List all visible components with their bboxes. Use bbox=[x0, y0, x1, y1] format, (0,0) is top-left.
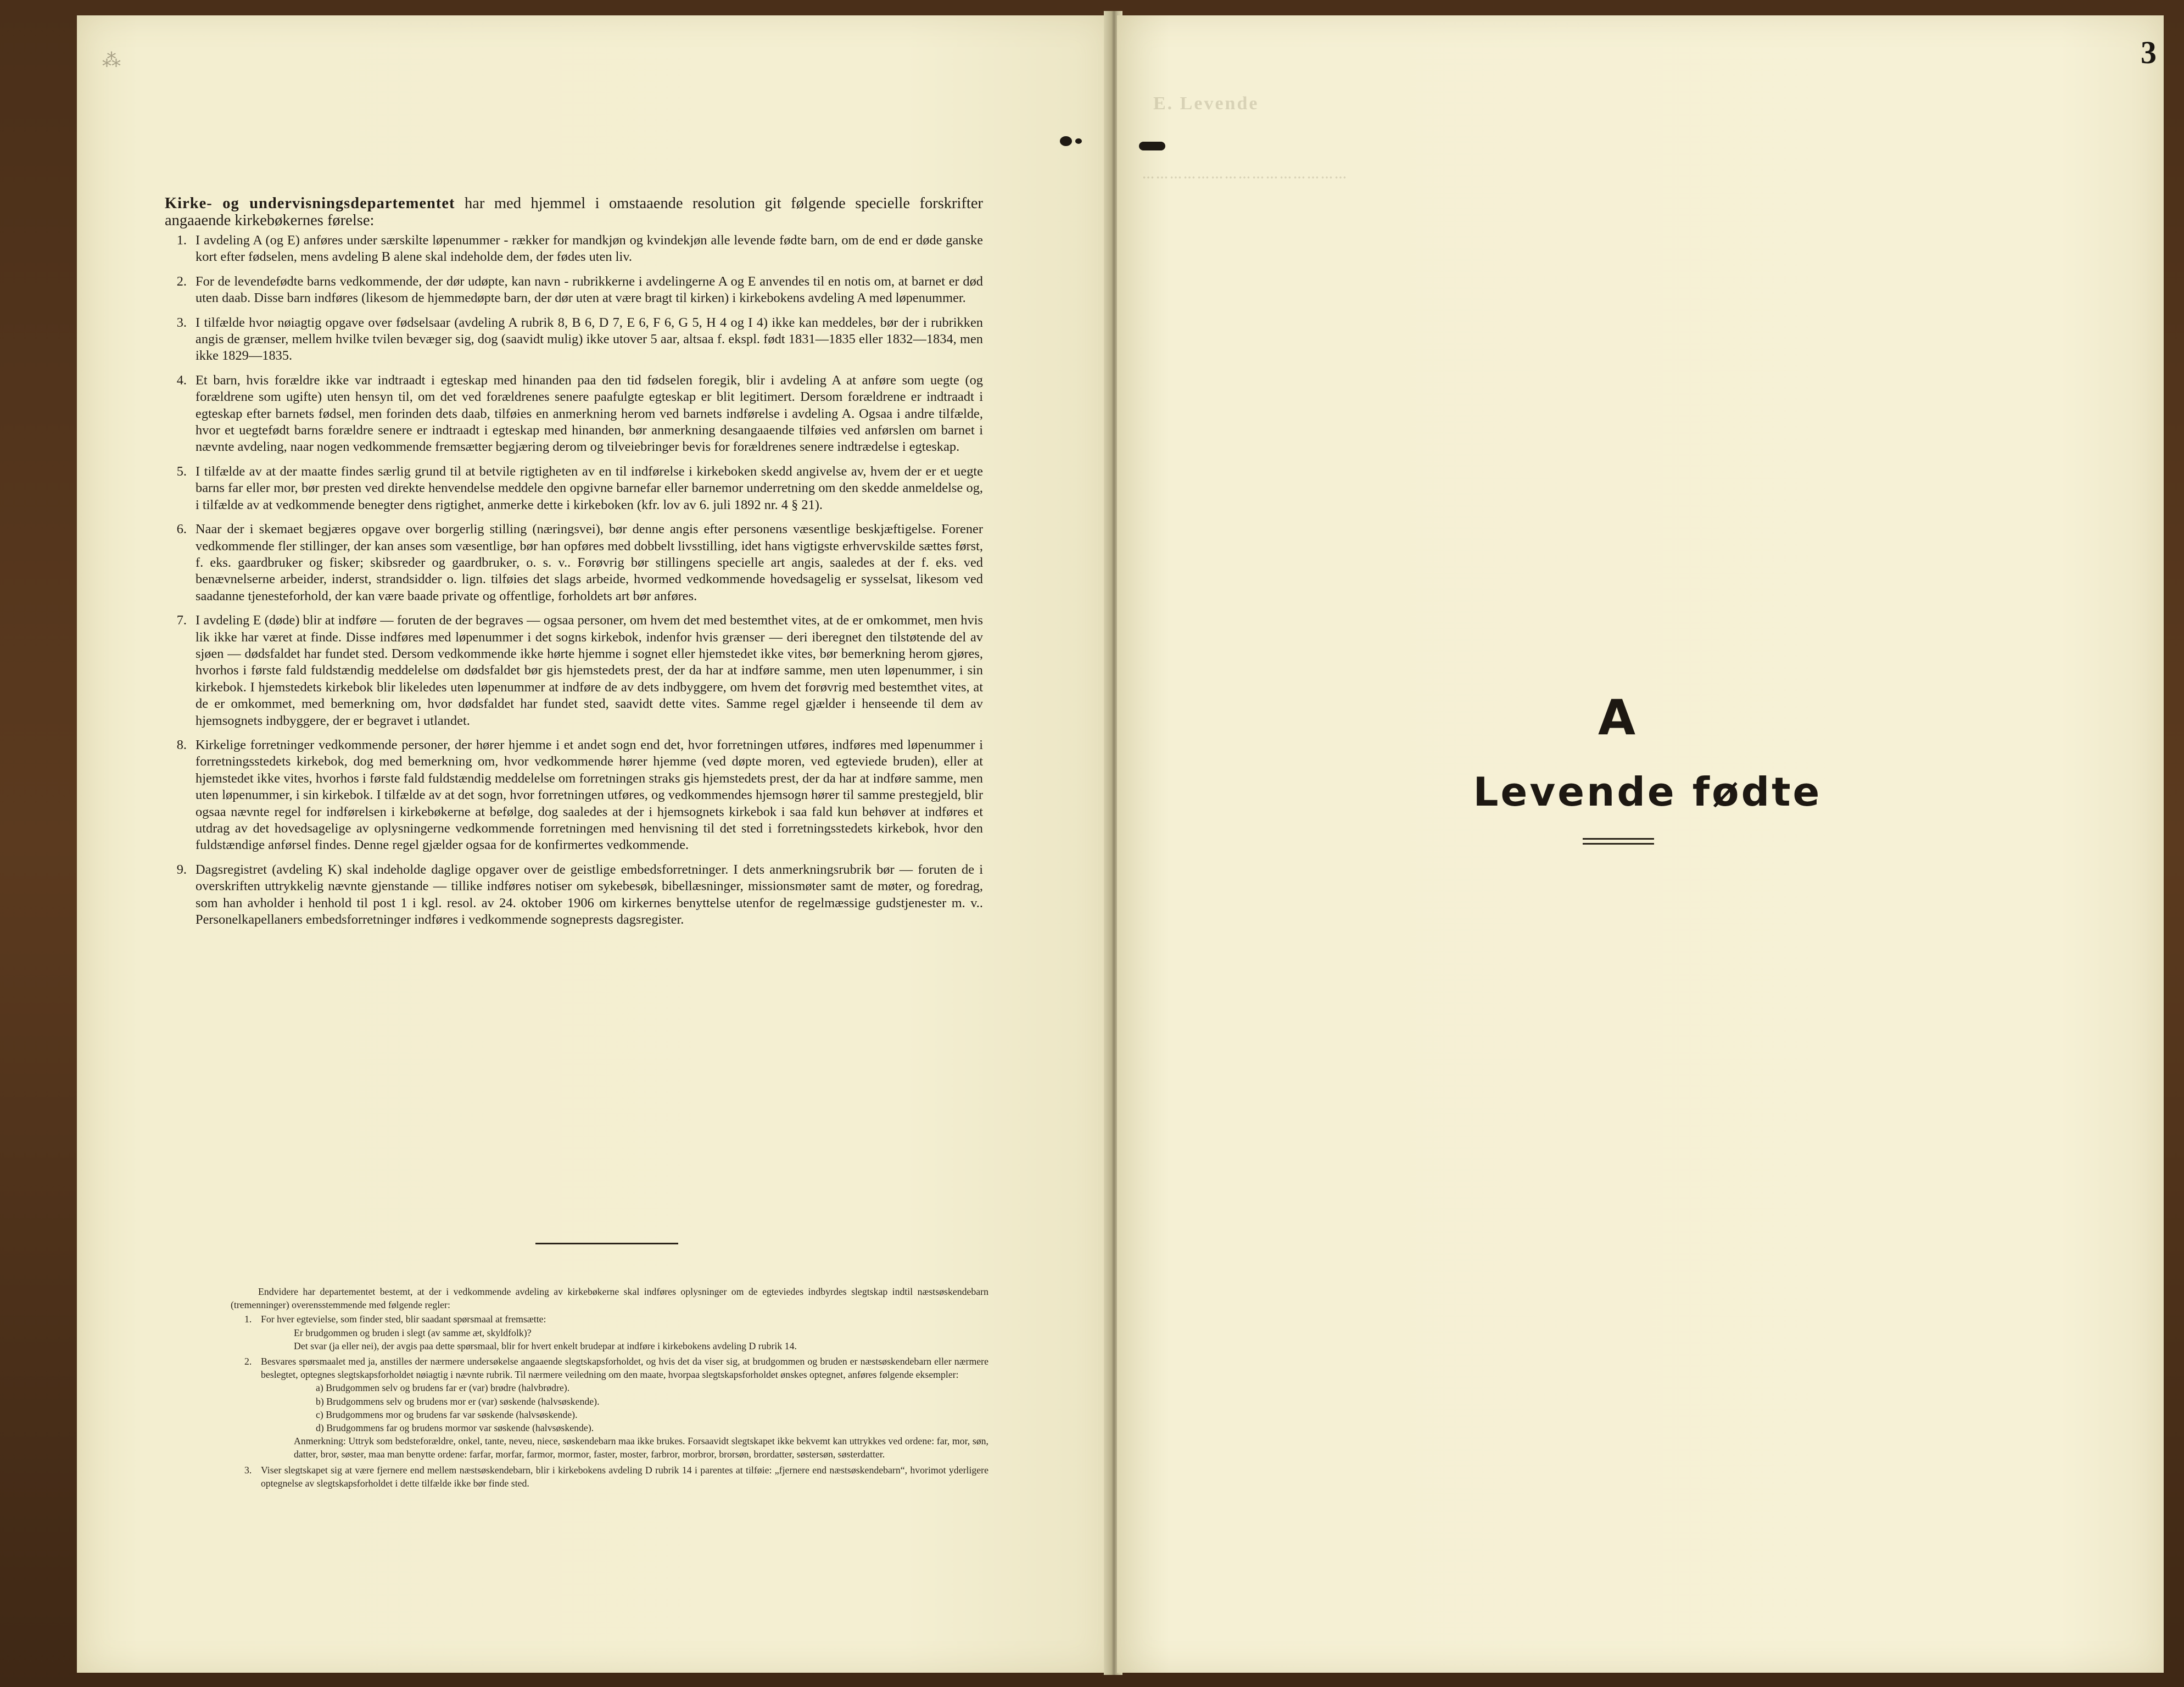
rule-number: 6. bbox=[176, 522, 187, 537]
addendum-item-number: 3. bbox=[244, 1464, 252, 1476]
addendum-item bbox=[231, 1312, 988, 1353]
rule-text: I tilfælde av at der maatte findes særlig grund til at betvile rigtigheten av en til indførelse i kirkeboken skedd angivelse av, hvem der er et uegte barns far eller mor, bør presten ved direkte henvendelse meddele den opgivne barnefar eller barnemor underretning om den skedde anmeldelse og, i tilfælde av at vedkommende benegter dens rigtighet, anmerke dette i kirkeboken (kfr. lov av 6. juli 1892 nr. 4 § 21). bbox=[196, 463, 983, 512]
addendum-intro: Endvidere har departementet bestemt, at der i vedkommende avdeling av kirkebøkerne skal indføres oplysninger om de egteviedes indbyrdes slegtskap indtil næstsøskendebarn (tremenninger) overensstemmende med følgende regler: bbox=[231, 1286, 988, 1311]
rule-item bbox=[165, 612, 983, 729]
rule-item bbox=[165, 315, 983, 365]
addendum-item-text: Besvares spørsmaalet med ja, anstilles der nærmere undersøkelse angaaende slegtskapsforholdet, og hvis det da viser sig, at brudgommen og bruden er næstsøskendebarn eller nærmere beslegtet, optegnes slegtskapsforholdet nøiagtig i nævnte rubrik. Til nærmere veiledning om den maate, hvorpaa slegtskapsforholdet ønskes optegnet, anføres følgende eksempler: bbox=[261, 1356, 988, 1381]
ink-blot bbox=[1075, 138, 1082, 144]
instructions-block bbox=[165, 195, 983, 936]
section-letter: A bbox=[1598, 689, 1636, 746]
rule-item bbox=[165, 372, 983, 456]
addendum-example: c) Brudgommens mor og brudens far var søskende (halvsøskende). bbox=[316, 1409, 578, 1420]
section-title: Levende fødte bbox=[1473, 769, 1822, 815]
rule-text: I avdeling E (døde) blir at indføre — foruten de der begraves — ogsaa personer, om hvem det med bestemthet vites, at de er omkommet, men hvis lik ikke har været at finde. Disse indføres med løpenummer i det sogns kirkebok, indenfor hvis grænser — deri iberegnet den tilstøtende del av sjøen — dødsfaldet har fundet sted. Dersom vedkommende ikke hørte hjemme i sognet eller hjemstedet ikke vites, bør bemerkning herom gjøres, hvorhos i første fald fuldstændig meddelelse om dødsfaldet bør gis hjemstedets prest, der da har at indføre samme, men uten løpenummer, i sin kirkebok. I hjemstedets kirkebok blir likeledes uten løpenummer at indføre de av dets indbyggere, om hvem det forøvrig med bestemthet vites, at de er omkommet, med bemerkning om, hvor dødsfaldet har fundet sted, saavidt dette vites. Samme regel gjælder i henseende til dem av hjemsognets indbyggere, der er begravet i utlandet. bbox=[196, 613, 983, 728]
addendum-question: Er brudgommen og bruden i slegt (av samme æt, skyldfolk)? bbox=[294, 1327, 532, 1338]
rule-text: I tilfælde hvor nøiagtig opgave over fødselsaar (avdeling A rubrik 8, B 6, D 7, E 6, F 6, G 5, H 4 og I 4) ikke kan meddeles, bør der i rubrikken angis de grænser, mellem hvilke tvilen bevæger sig, dog (saavidt mulig) ikke utover 5 aar, altsaa f. ekspl. født 1831—1835 eller 1832—1834, men ikke 1829—1835. bbox=[196, 315, 983, 364]
rule-item bbox=[165, 463, 983, 513]
rule-number: 8. bbox=[176, 737, 187, 752]
rule-number: 3. bbox=[176, 315, 187, 330]
addendum-example: a) Brudgommen selv og brudens far er (var) brødre (halvbrødre). bbox=[316, 1382, 570, 1394]
rule-item bbox=[165, 737, 983, 854]
rule-text: Et barn, hvis forældre ikke var indtraadt i egteskap med hinanden paa den tid fødselen foregik, blir i avdeling A at anføre som uegte (og forældrene som ugifte) uten hensyn til, om det ved forældrenes senere paafulgte egteskap er blit legitimert. Dersom forældrene er indtraadt i egteskap efter barnets fødsel, men forinden dets daab, tilføies en anmerkning herom ved barnets indførelse i avdeling A. Ogsaa i andre tilfælde, hvor et uegtefødt barns forældre senere er indtraadt i egteskap med hinanden, bør anmerkning desangaaende tilføies ved anførslen om barnet i nævnte avdeling, naar nogen vedkommende fremsætter begjæring derom og tilveiebringer bevis for forældrenes senere indtrædelse i egteskap. bbox=[196, 372, 983, 455]
rule-number: 5. bbox=[176, 463, 187, 479]
ink-blot bbox=[1060, 136, 1072, 146]
rule-number: 4. bbox=[176, 372, 187, 388]
rule-item bbox=[165, 232, 983, 266]
section-divider bbox=[535, 1243, 678, 1244]
addendum-answer: Det svar (ja eller nei), der avgis paa dette spørsmaal, blir for hvert enkelt brudepar at indføre i kirkebokens avdeling D rubrik 14. bbox=[294, 1340, 797, 1351]
rule-text: Dagsregistret (avdeling K) skal indeholde daglige opgaver over de geistlige embedsforretninger. I dets anmerkningsrubrik bør — foruten de i overskriften uttrykkelig nævnte gjenstande — tillike indføres notiser om sykebesøk, bibellæsninger, missionsmøter samt de møter, og foredrag, som han avholder i henhold til post 1 i kgl. resol. av 24. oktober 1906 om kirkernes benyttelse utenfor de regelmæssige gudstjenester m. v.. Personelkapellaners embedsforretninger indføres i vedkommende sogneprests dagsregister. bbox=[196, 862, 983, 928]
title-double-rule bbox=[1583, 838, 1654, 845]
addendum-remark: Anmerkning: Uttryk som bedsteforældre, onkel, tante, neveu, niece, søskendebarn maa ikke brukes. Forsaavidt slegtskapet ikke bekvemt kan uttrykkes ved ordene: far, mor, søn, datter, bror, søster, maa man benytte ordene: farfar, morfar, farmor, mormor, faster, moster, farbror, morbror, brorsøn, brordatter, søstersøn, søsterdatter. bbox=[294, 1435, 988, 1460]
rule-number: 1. bbox=[176, 233, 187, 248]
bleed-through-mark: ……………………………………… bbox=[1142, 167, 1348, 181]
rule-text: For de levendefødte barns vedkommende, der dør udøpte, kan navn - rubrikkerne i avdelingerne A og E anvendes til en notis om, at barnet er død uten daab. Disse barn indføres (likesom de hjemmedøpte barn, der dør uten at være bragt til kirken) i kirkebokens avdeling A med løpenummer. bbox=[196, 273, 983, 306]
rule-text: Naar der i skemaet begjæres opgave over borgerlig stilling (næringsvei), bør denne angis efter personens væsentlige beskjæftigelse. Forener vedkommende fler stillinger, der kan anses som væsentlige, bør han opføres med dobbelt livsstilling, idet hans vigtigste erhvervskilde sættes først, f. eks. gaardbruker og fisker; skibsreder og gaardbruker, o. s. v.. Forøvrig bør stillingens specielle art angis, saaledes at der f. eks. ved benævnelserne arbeider, inderst, strandsidder o. lign. tilføies det slags arbeide, hvormed vedkommende hovedsagelig er sysselsat, likesom ved saadanne tjenesteforhold, der kan være baade private og offentlige, forholdets art bør anføres. bbox=[196, 522, 983, 604]
addendum-item bbox=[231, 1355, 988, 1461]
page-number: 3 bbox=[2141, 35, 2157, 70]
rule-item bbox=[165, 862, 983, 929]
intro-text: har med hjemmel i omstaaende resolution git følgende specielle forskrifter angaaende kirkebøkernes førelse: bbox=[165, 195, 983, 229]
rule-number: 7. bbox=[176, 613, 187, 628]
addendum-item-number: 2. bbox=[244, 1356, 252, 1367]
ink-blot bbox=[1139, 142, 1165, 150]
addendum-block bbox=[231, 1285, 988, 1492]
bleed-through-mark: E. Levende bbox=[1153, 93, 1259, 114]
addendum-item-number: 1. bbox=[244, 1314, 252, 1325]
rule-text: I avdeling A (og E) anføres under særskilte løpenummer - rækker for mandkjøn og kvindekjøn alle levende fødte barn, om de end er døde ganske kort efter fødselen, mens avdeling B alene skal indeholde dem, der fødes uten liv. bbox=[196, 233, 983, 265]
corner-mark: ⁂ bbox=[102, 51, 121, 71]
addendum-item-text: Viser slegtskapet sig at være fjernere end mellem næstsøskendebarn, blir i kirkebokens avdeling D rubrik 14 i parentes at tilføie: „fjernere end næstsøskendebarn“, hvorimot yderligere optegnelse av slegtskapsforholdet i dette tilfælde ikke bør finde sted. bbox=[261, 1464, 988, 1489]
department-name: Kirke- og undervisningsdepartementet bbox=[165, 195, 455, 212]
rule-item bbox=[165, 521, 983, 605]
rule-item bbox=[165, 273, 983, 307]
addendum-example: d) Brudgommens far og brudens mormor var søskende (halvsøskende). bbox=[316, 1422, 594, 1434]
addendum-example: b) Brudgommens selv og brudens mor er (var) søskende (halvsøskende). bbox=[316, 1395, 600, 1407]
rule-number: 9. bbox=[176, 862, 187, 877]
addendum-item-text: For hver egtevielse, som finder sted, blir saadant spørsmaal at fremsætte: bbox=[261, 1314, 546, 1325]
instructions-intro bbox=[165, 195, 983, 229]
addendum-item bbox=[231, 1463, 988, 1490]
rule-text: Kirkelige forretninger vedkommende personer, der hører hjemme i et andet sogn end det, hvor forretningen utføres, indføres med løpenummer i forretningsstedets kirkebok, dog med bemerkning om, hvor vedkommende hører hjemme (ved døpte moren, ved egteviede bruden), eller at hjemstedet ikke vites, hvorhos i første fald fuldstændig meddelelse om forretningen straks gis hjemstedets prest, der da har at indføre samme, men uten løpenummer, i sin kirkebok. I tilfælde av at det sogn, hvor forretningen utføres, og vedkommendes hjemsogn hører til samme prestegjeld, blir ogsaa nævnte regel for indførelsen i kirkebøkerne at befølge, dog saaledes at der i hjemsognets kirkebok i saa fald kun behøver at indføres et utdrag av det hovedsagelige av oplysningerne vedkommende forretningen med henvisning til det sted i forretningsstedets kirkebok, hvor den fuldstændige anførsel findes. Denne regel gjælder ogsaa for de konfirmertes vedkommende. bbox=[196, 737, 983, 853]
rule-number: 2. bbox=[176, 273, 187, 289]
